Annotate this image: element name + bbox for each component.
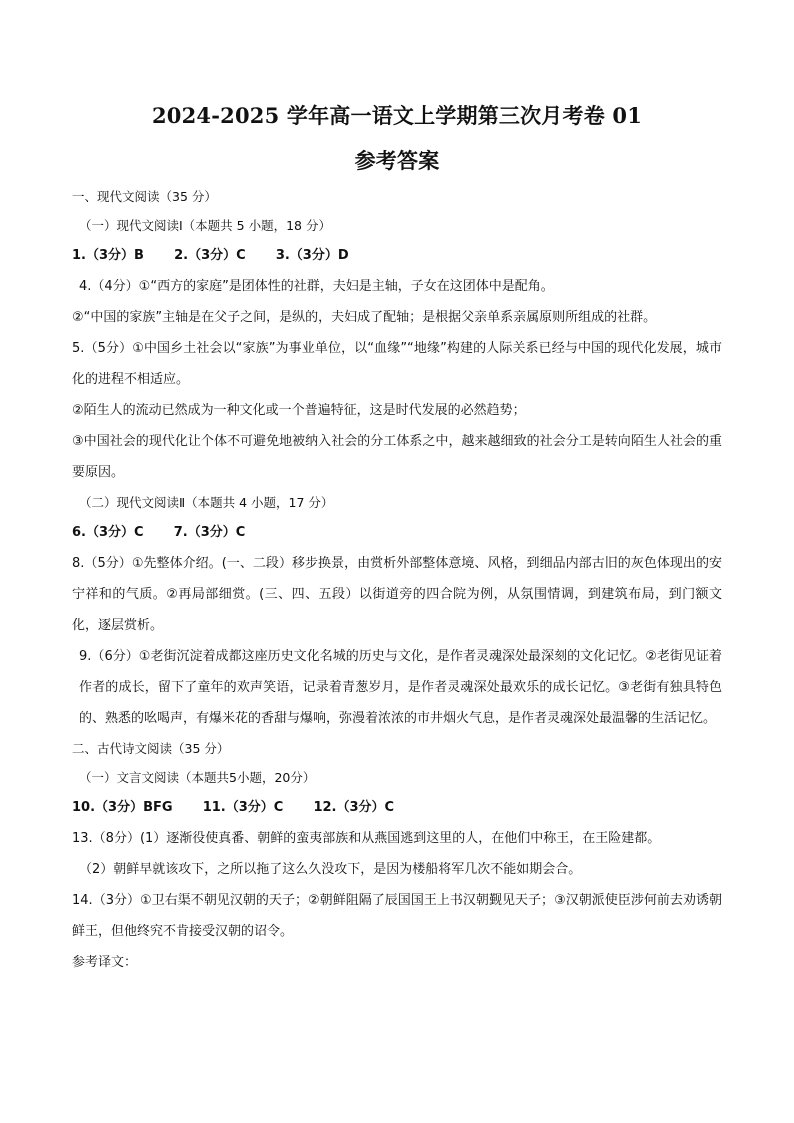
answer-item: 11.（3分）C bbox=[202, 800, 284, 815]
page-title: 2024-2025 学年高一语文上学期第三次月考卷 01 bbox=[151, 103, 643, 128]
answer-text: （2）朝鲜早就该攻下，之所以拖了这么久没攻下，是因为楼船将军几次不能如期会合。 bbox=[79, 862, 582, 877]
answer-item: 3.（3分）D bbox=[275, 248, 349, 263]
translation-heading: 参考译文： bbox=[72, 955, 138, 970]
part-heading: （一）文言文阅读（本题共5小题，20分） bbox=[79, 770, 316, 785]
answer-text: 4.（4分）①“西方的家庭”是团体性的社群，夫妇是主轴，子女在这团体中是配角。 bbox=[79, 279, 554, 294]
answer-text: 13.（8分）(1）逐渐役使真番、朝鲜的蛮夷部族和从燕国逃到这里的人，在他们中称王，在王险建都。 bbox=[72, 831, 661, 846]
answer-text: 5.（5分）①中国乡土社会以“家族”为事业单位，以“血缘”“地缘”构建的人际关系已经与中国的现代化发展，城市化的进程不相适应。 bbox=[72, 341, 722, 387]
page-subtitle: 参考答案 bbox=[354, 148, 440, 173]
answer-item: 6.（3分）C bbox=[72, 525, 144, 540]
answer-item: 1.（3分）B bbox=[72, 248, 144, 263]
answer-row bbox=[72, 517, 722, 548]
answer-row bbox=[72, 792, 722, 823]
answer-item: 12.（3分）C bbox=[313, 800, 395, 815]
answer-text: 8.（5分）①先整体介绍。(一、二段）移步换景，由赏析外部整体意境、风格，到细品内部古旧的灰色体现出的安宁祥和的气质。②再局部细赏。(三、四、五段）以街道旁的四合院为例，从氛围情调，到建筑布局，到门额文化，逐层赏析。 bbox=[72, 556, 722, 633]
answer-row bbox=[72, 240, 722, 271]
answer-content bbox=[72, 182, 722, 978]
part-heading: （二）现代文阅读Ⅱ（本题共 4 小题，17 分） bbox=[79, 495, 334, 510]
answer-item: 7.（3分）C bbox=[173, 525, 246, 540]
part-heading: （一）现代文阅读Ⅰ（本题共 5 小题，18 分） bbox=[79, 218, 331, 233]
section-heading: 一、现代文阅读（35 分） bbox=[72, 189, 217, 204]
answer-text: ②“中国的家族”主轴是在父子之间，是纵的，夫妇成了配轴；是根据父亲单系亲属原则所组成的社群。 bbox=[72, 310, 657, 325]
answer-text: 9.（6分）①老街沉淀着成都这座历史文化名城的历史与文化，是作者灵魂深处最深刻的文化记忆。②老街见证着作者的成长，留下了童年的欢声笑语，记录着青葱岁月，是作者灵魂深处最欢乐的成长记忆。③老街有独具特色的、熟悉的吆喝声，有爆米花的香甜与爆响，弥漫着浓浓的市井烟火气息，是作者灵魂深处最温馨的生活记忆。 bbox=[79, 649, 722, 726]
section-heading: 二、古代诗文阅读（35 分） bbox=[72, 741, 230, 756]
answer-text: ②陌生人的流动已然成为一种文化或一个普遍特征，这是时代发展的必然趋势； bbox=[72, 403, 526, 418]
answer-text: 14.（3分）①卫右渠不朝见汉朝的天子；②朝鲜阻隔了辰国国王上书汉朝觐见天子；③汉朝派使臣涉何前去劝诱朝鲜王，但他终究不肯接受汉朝的诏令。 bbox=[72, 893, 722, 939]
answer-item: 10.（3分）BFG bbox=[72, 800, 173, 815]
answer-text: ③中国社会的现代化让个体不可避免地被纳入社会的分工体系之中，越来越细致的社会分工是转向陌生人社会的重要原因。 bbox=[72, 434, 722, 480]
answer-item: 2.（3分）C bbox=[174, 248, 246, 263]
